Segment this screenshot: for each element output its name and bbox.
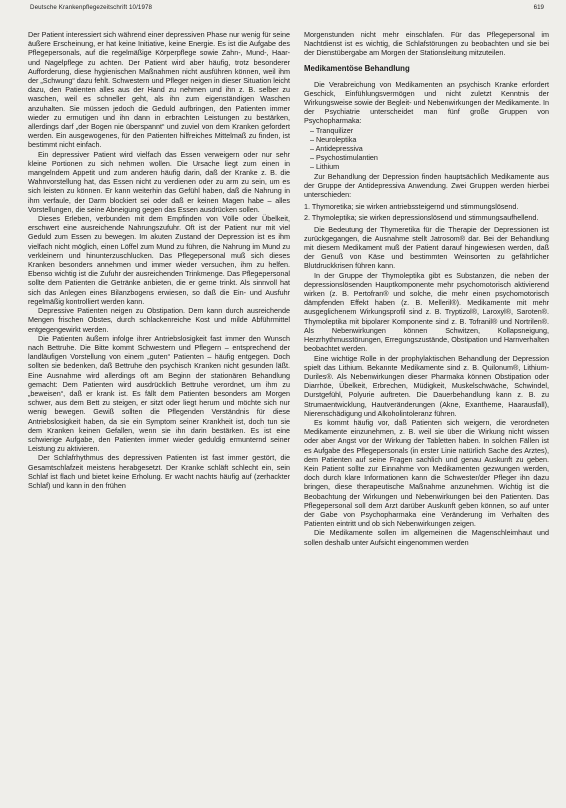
paragraph: Der Schlafrhythmus des depressiven Patienten ist fast immer gestört, die Gesamtschlafzeit meistens herabgesetzt. Der Kranke schläft schlecht ein, sein Schlaf ist flach und bietet keine Erholung. Er wacht nachts häufig auf (zerhackter Schlaf) und kann in den frühen — [28, 453, 290, 490]
paragraph: Eine wichtige Rolle in der prophylaktischen Behandlung der Depression spielt das Lithium. Bekannte Medikamente sind z. B. Quilonum®, Lithium-Duriles®. Als Nebenwirkungen dieser Pharmaka können Obstipation oder Diarrhöe, Übelkeit, Erbrechen, Müdigkeit, Muskelschwäche, Schwindel, Durstgefühl, Polyurie auftreten. Die Dauerbehandlung kann z. B. zu Strumaentwicklung, Hautveränderungen (Akne, Exantheme, Haarausfall), Nierenschädigung und Alkoholintoleranz führen. — [304, 353, 549, 418]
drug-group-list — [310, 126, 549, 172]
list-item: – Antidepressiva — [310, 144, 363, 154]
paragraph: Der Patient interessiert sich während einer depressiven Phase nur wenig für seine äußere Erscheinung, er hat keine Initiative, keine Energie. Es ist die Aufgabe des Pflegepersonals, auf die regelmäßige Körperpflege sowie Zahn-, Mund-, Haar- und Nagelpflege zu achten. Der Patient wird aber häufig, trotz besonderer Aufforderung, diese hygienischen Maßnahmen nicht ausführen können, weil ihm der „Schwung“ dazu fehlt. Schwestern und Pfleger neigen in dieser Situation leicht dazu, den Patienten alles aus der Hand zu nehmen und ihn z. B. selber zu waschen, weil es schneller geht, als ihn zum eigenständigen Waschen anzuhalten. Sie müssen jedoch die Geduld aufbringen, den Patienten immer wieder zu ermutigen und ihn dann in erbrachten Leistungen zu bestärken, allerdings darf „der Bogen nie überspannt“ und zuviel von dem Kranken gefordert werden. Ein ausgewogenes, für den Patienten hilfreiches Mittelmaß zu finden, ist bestimmt nicht einfach. — [28, 30, 290, 150]
section-heading: Medikamentöse Behandlung — [304, 63, 410, 73]
list-item: 1. Thymoretika; sie wirken antriebssteigernd und stimmungslösend. — [304, 202, 519, 212]
paragraph: Es kommt häufig vor, daß Patienten sich weigern, die verordneten Medikamente einzunehmen, z. B. weil sie über die Wirkung nicht wissen oder aber Angst vor der Wirkung der Tabletten haben. In solchen Fällen ist es Aufgabe des Pflegepersonals (in erster Linie natürlich Sache des Arztes), dem Patienten auf seine Fragen sachlich und genau Auskunft zu geben. Kein Patient sollte zur Einnahme von Medikamenten gezwungen werden, doch durch klare Informationen kann die Schwester/der Pfleger ihn dazu bringen, diese therapeutische Maßnahme anzunehmen. Wichtig ist die Beobachtung der Wirkungen und Nebenwirkungen bei den Patienten. Das Pflegepersonal soll dem Arzt darüber Auskunft geben können, so auf unter der Gabe von Psychopharmaka eine Veränderung im Verhalten des Patienten eintritt und ob sich Nebenwirkungen zeigen. — [304, 417, 549, 529]
paragraph: Depressive Patienten neigen zu Obstipation. Dem kann durch ausreichende Mengen frischen Obstes, durch schlackenreiche Kost und milde Abführmittel entgegengewirkt werden. — [28, 306, 290, 334]
list-item: – Lithium — [310, 162, 340, 172]
list-item: – Neuroleptika — [310, 134, 357, 144]
paragraph: Die Patienten äußern infolge ihrer Antriebslosigkeit fast immer den Wunsch nach Bettruhe. Die Bitte kommt Schwestern und Pflegern – entsprechend der landläufigen Vorstellung von einem „guten“ Patienten – häufig entgegen. Doch sollten sie bedenken, daß Bettruhe den psychisch Kranken nicht gesunden läßt. Eine Ausnahme wird allerdings oft am Beginn der stationären Behandlung gemacht: Dem Patienten wird ausdrücklich Bettruhe verordnet, um ihm zu „beweisen“, daß er krank ist. Es fällt dem Patienten besonders am Morgen schwer, aus dem Bett zu steigen, er sitzt oder liegt herum und möchte sich nur wenig bewegen. Gewiß sollten die Pflegenden Verständnis für diese Antriebslosigkeit haben, da sie ein Symptom seiner Krankheit ist, doch tun sie dem Kranken keinen Gefallen, wenn sie ihn darin bestärken. Es ist eine schwierige Aufgabe, den Patienten immer wieder geduldig ermunternd seiner Leistung zu aktivieren. — [28, 333, 290, 454]
page-number: 619 — [533, 4, 544, 11]
paragraph: In der Gruppe der Thymoleptika gibt es Substanzen, die neben der depressionslösenden Hauptkomponente mehr psychomotorisch aktivierend wirken (z. B. Pertofran® und solche, die mehr einen psychomotorisch dämpfenden Effekt haben (z. B. Melleril®). Medikamente mit mehr ausgeglichenem Wirkungsprofil sind z. B. Tryptizol®, Laroxyl®, Saroten®. Thymoleptika mit bipolarer Komponente sind z. B. Tofranil® und Nortrilen®. Als Nebenwirkungen können Schwitzen, Kollapsneigung, Herzrhythmusstörungen, Erregungszustände, Obstipation und Harnverhalten beobachtet werden. — [304, 270, 549, 354]
paragraph: Die Bedeutung der Thymeretika für die Therapie der Depressionen ist zurückgegangen, die Ausnahme stellt Jatrosom® dar. Bei der Behandlung mit diesem Medikament muß der Patient darauf hingewiesen werden, daß der Genuß von Käse und bestimmten Weinsorten zu gefährlicher Blutdruckkrisen führen kann. — [304, 224, 549, 271]
page-header — [30, 4, 544, 16]
list-item: – Psychostimulantien — [310, 153, 378, 163]
paragraph: Zur Behandlung der Depression finden hauptsächlich Medikamente aus der Gruppe der Antidepressiva Anwendung. Zwei Gruppen werden hierbei unterschieden: — [304, 171, 549, 200]
paragraph: Dieses Erleben, verbunden mit dem Empfinden von Völle oder Übelkeit, erschwert eine ausreichende Nahrungszufuhr. Oft ist der Patient nur mit viel Geduld zum Essen zu bewegen. Im akuten Zustand der Depression ist es ihm vielfach nicht möglich, einen Löffel zum Mund zu führen, die Nahrung im Mund zu verkleinern und hinunterzuschlucken. Das Pflegepersonal muß sich dieses Kranken besonders annehmen und immer wieder versuchen, ihm zu helfen. Ebenso wichtig ist die Zufuhr der ausreichenden Trinkmenge. Das Pflegepersonal sollte dem Patienten die Getränke anbieten, die er gerne trinkt. Als sinnvoll hat sich das Anlegen eines Bilanzbogens erwiesen, so daß die Ein- und Ausfuhr regelmäßig kontrolliert werden kann. — [28, 214, 290, 306]
subgroup-list — [304, 202, 549, 222]
list-item: 2. Thymoleptika; sie wirken depressionslösend und stimmungsaufhellend. — [304, 213, 539, 223]
paragraph: Morgenstunden nicht mehr einschlafen. Für das Pflegepersonal im Nachtdienst ist es wichtig, die Schlafstörungen zu beobachten und sie bei der Dienstübergabe am Morgen der Stationsleitung mitzuteilen. — [304, 30, 549, 58]
list-item: – Tranquilizer — [310, 125, 354, 135]
right-column — [304, 30, 549, 800]
journal-title: Deutsche Krankenpflegezeitschrift 10/1978 — [30, 4, 153, 11]
paragraph: Die Verabreichung von Medikamenten an psychisch Kranke erfordert Geschick, Einfühlungsvermögen und nicht zuletzt Kenntnis der Wirkungsweise sowie der Begleit- und Nebenwirkungen der Medikamente. In der Psychiatrie unterscheidet man fünf große Gruppen von Psychopharmaka: — [304, 79, 549, 126]
paragraph: Ein depressiver Patient wird vielfach das Essen verweigern oder nur sehr kleine Portionen zu sich nehmen wollen. Die Ursache liegt zum einen in mangelndem Appetit und zum anderen häufig darin, daß der Kranke z. B. die Wahnvorstellung hat, das Essen nicht zu verdienen oder zu arm zu sein, um es sich leisten zu können. Er kann weiterhin das Gefühl haben, daß die Nahrung in ihm verfaule, der Darm blockiert sei oder daß er keinen Magen habe – alles Vorstellungen, die seine Abneigung gegen das Essen ausdrücken sollen. — [28, 149, 290, 214]
paragraph: Die Medikamente sollen im allgemeinen die Magenschleimhaut und sollen deshalb unter Aufsicht eingenommen werden — [304, 528, 549, 547]
left-column — [28, 30, 290, 800]
